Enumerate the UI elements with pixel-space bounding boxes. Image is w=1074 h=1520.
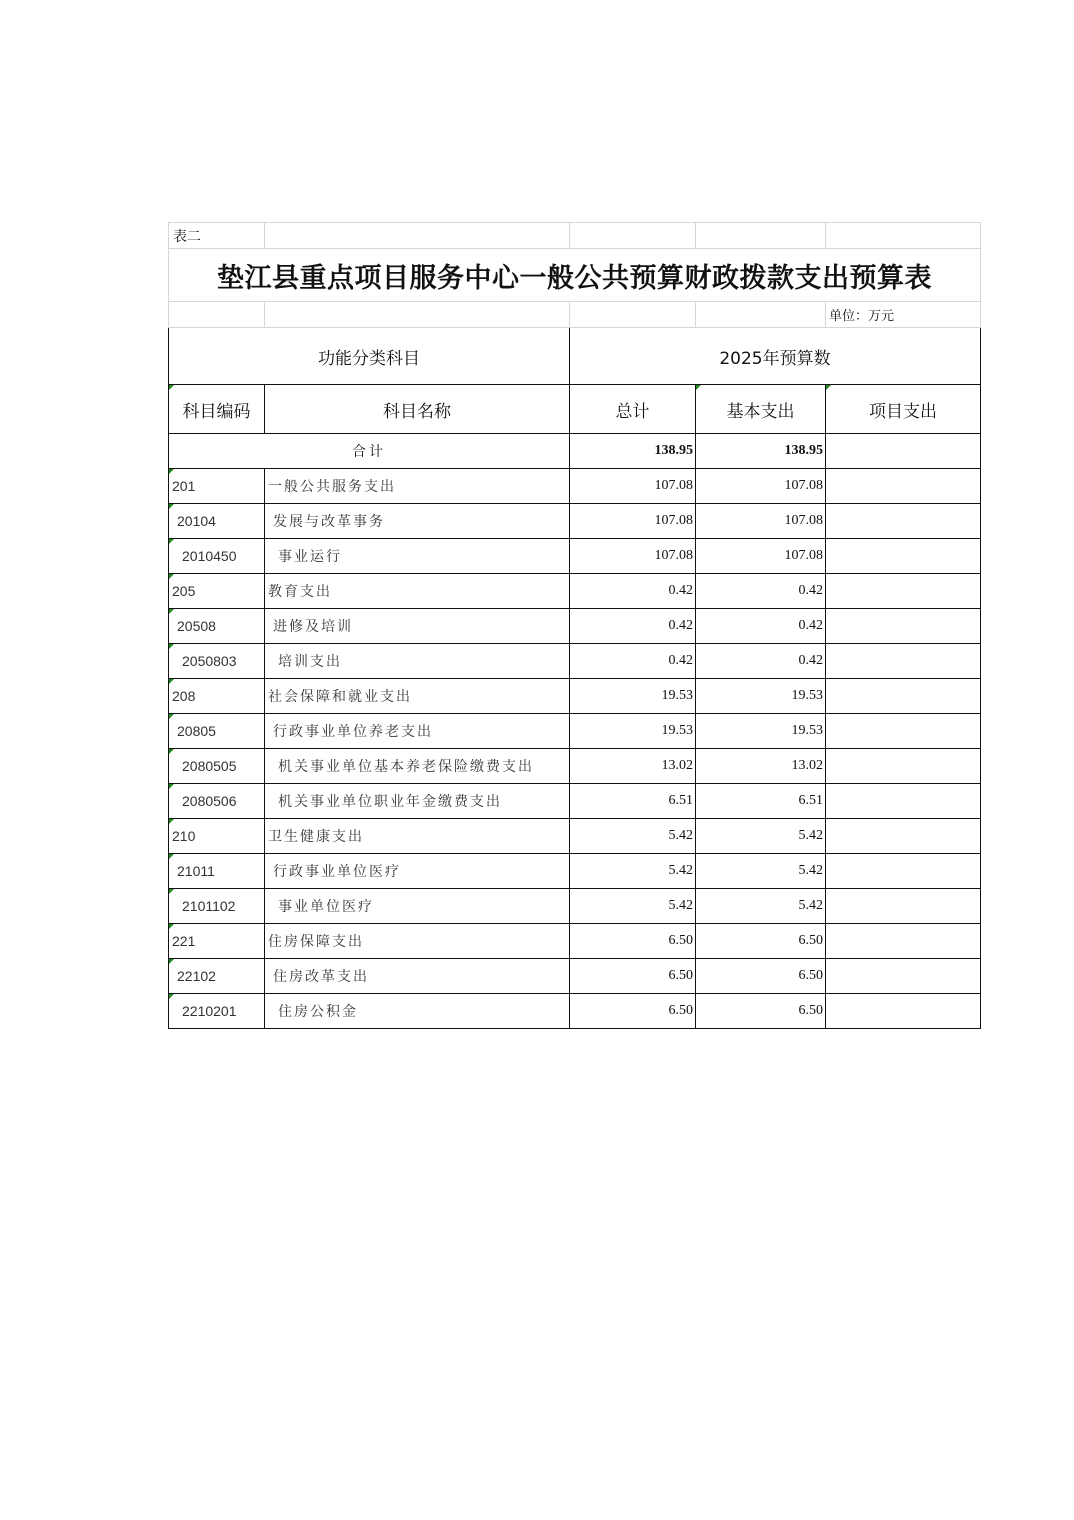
row-name: 机关事业单位职业年金缴费支出 bbox=[265, 784, 570, 819]
row-basic: 107.08 bbox=[696, 504, 826, 539]
table-row bbox=[169, 959, 981, 994]
page-title: 垫江县重点项目服务中心一般公共预算财政拨款支出预算表 bbox=[169, 249, 981, 302]
table-row bbox=[169, 469, 981, 504]
table-row bbox=[169, 819, 981, 854]
row-total: 107.08 bbox=[570, 469, 696, 504]
label-row bbox=[169, 223, 981, 249]
row-total: 5.42 bbox=[570, 889, 696, 924]
row-project bbox=[826, 924, 981, 959]
empty-cell bbox=[169, 302, 265, 328]
table-row bbox=[169, 749, 981, 784]
total-label: 合计 bbox=[169, 434, 570, 469]
row-name: 行政事业单位养老支出 bbox=[265, 714, 570, 749]
row-code: 201 bbox=[169, 469, 265, 504]
header-name: 科目名称 bbox=[265, 385, 570, 434]
row-name: 发展与改革事务 bbox=[265, 504, 570, 539]
row-total: 19.53 bbox=[570, 679, 696, 714]
table-row bbox=[169, 924, 981, 959]
header-row-1 bbox=[169, 328, 981, 385]
row-total: 6.51 bbox=[570, 784, 696, 819]
row-total: 6.50 bbox=[570, 959, 696, 994]
empty-cell bbox=[826, 223, 981, 249]
row-project bbox=[826, 994, 981, 1029]
header-basic: 基本支出 bbox=[696, 385, 826, 434]
row-name: 行政事业单位医疗 bbox=[265, 854, 570, 889]
row-project bbox=[826, 504, 981, 539]
row-total: 5.42 bbox=[570, 819, 696, 854]
row-total: 5.42 bbox=[570, 854, 696, 889]
row-name: 住房改革支出 bbox=[265, 959, 570, 994]
unit-label: 单位：万元 bbox=[826, 302, 981, 328]
row-total: 6.50 bbox=[570, 994, 696, 1029]
row-project bbox=[826, 714, 981, 749]
table-label: 表二 bbox=[169, 223, 265, 249]
empty-cell bbox=[696, 223, 826, 249]
row-code: 210 bbox=[169, 819, 265, 854]
header-total: 总计 bbox=[570, 385, 696, 434]
row-name: 事业运行 bbox=[265, 539, 570, 574]
row-code: 20104 bbox=[169, 504, 265, 539]
row-project bbox=[826, 749, 981, 784]
row-name: 进修及培训 bbox=[265, 609, 570, 644]
row-total: 13.02 bbox=[570, 749, 696, 784]
row-total: 107.08 bbox=[570, 539, 696, 574]
row-basic: 6.50 bbox=[696, 924, 826, 959]
total-row bbox=[169, 434, 981, 469]
empty-cell bbox=[265, 302, 570, 328]
title-row bbox=[169, 249, 981, 302]
row-basic: 0.42 bbox=[696, 609, 826, 644]
row-basic: 0.42 bbox=[696, 574, 826, 609]
row-basic: 5.42 bbox=[696, 854, 826, 889]
row-name: 教育支出 bbox=[265, 574, 570, 609]
total-project bbox=[826, 434, 981, 469]
row-code: 2010450 bbox=[169, 539, 265, 574]
row-code: 221 bbox=[169, 924, 265, 959]
table-row bbox=[169, 504, 981, 539]
row-project bbox=[826, 574, 981, 609]
row-code: 2080506 bbox=[169, 784, 265, 819]
row-basic: 19.53 bbox=[696, 714, 826, 749]
row-basic: 107.08 bbox=[696, 539, 826, 574]
empty-cell bbox=[570, 302, 696, 328]
row-project bbox=[826, 784, 981, 819]
row-code: 20508 bbox=[169, 609, 265, 644]
table-row bbox=[169, 994, 981, 1029]
header-func-class: 功能分类科目 bbox=[169, 328, 570, 385]
table-row bbox=[169, 889, 981, 924]
row-name: 机关事业单位基本养老保险缴费支出 bbox=[265, 749, 570, 784]
total-basic: 138.95 bbox=[696, 434, 826, 469]
row-code: 205 bbox=[169, 574, 265, 609]
header-row-2 bbox=[169, 385, 981, 434]
row-code: 22102 bbox=[169, 959, 265, 994]
row-name: 事业单位医疗 bbox=[265, 889, 570, 924]
budget-table bbox=[168, 222, 981, 1029]
row-project bbox=[826, 889, 981, 924]
table-row bbox=[169, 784, 981, 819]
row-project bbox=[826, 469, 981, 504]
row-project bbox=[826, 609, 981, 644]
row-name: 住房公积金 bbox=[265, 994, 570, 1029]
unit-row bbox=[169, 302, 981, 328]
row-code: 2050803 bbox=[169, 644, 265, 679]
row-basic: 5.42 bbox=[696, 889, 826, 924]
table-row bbox=[169, 574, 981, 609]
header-code: 科目编码 bbox=[169, 385, 265, 434]
row-basic: 0.42 bbox=[696, 644, 826, 679]
row-code: 20805 bbox=[169, 714, 265, 749]
row-name: 社会保障和就业支出 bbox=[265, 679, 570, 714]
row-code: 2080505 bbox=[169, 749, 265, 784]
total-sum: 138.95 bbox=[570, 434, 696, 469]
row-code: 21011 bbox=[169, 854, 265, 889]
row-project bbox=[826, 959, 981, 994]
row-total: 0.42 bbox=[570, 609, 696, 644]
table-row bbox=[169, 539, 981, 574]
row-project bbox=[826, 679, 981, 714]
row-name: 培训支出 bbox=[265, 644, 570, 679]
row-basic: 107.08 bbox=[696, 469, 826, 504]
row-code: 2101102 bbox=[169, 889, 265, 924]
row-project bbox=[826, 539, 981, 574]
row-project bbox=[826, 854, 981, 889]
row-total: 6.50 bbox=[570, 924, 696, 959]
header-budget-year: 2025年预算数 bbox=[570, 328, 981, 385]
table-row bbox=[169, 679, 981, 714]
table-row bbox=[169, 854, 981, 889]
row-total: 0.42 bbox=[570, 574, 696, 609]
row-code: 208 bbox=[169, 679, 265, 714]
empty-cell bbox=[696, 302, 826, 328]
row-name: 一般公共服务支出 bbox=[265, 469, 570, 504]
row-basic: 5.42 bbox=[696, 819, 826, 854]
row-total: 19.53 bbox=[570, 714, 696, 749]
row-code: 2210201 bbox=[169, 994, 265, 1029]
row-project bbox=[826, 819, 981, 854]
row-total: 0.42 bbox=[570, 644, 696, 679]
empty-cell bbox=[570, 223, 696, 249]
header-project: 项目支出 bbox=[826, 385, 981, 434]
row-name: 卫生健康支出 bbox=[265, 819, 570, 854]
row-basic: 6.50 bbox=[696, 994, 826, 1029]
row-project bbox=[826, 644, 981, 679]
table-row bbox=[169, 714, 981, 749]
row-name: 住房保障支出 bbox=[265, 924, 570, 959]
table-row bbox=[169, 609, 981, 644]
row-basic: 13.02 bbox=[696, 749, 826, 784]
empty-cell bbox=[265, 223, 570, 249]
row-basic: 19.53 bbox=[696, 679, 826, 714]
row-basic: 6.51 bbox=[696, 784, 826, 819]
table-row bbox=[169, 644, 981, 679]
row-total: 107.08 bbox=[570, 504, 696, 539]
row-basic: 6.50 bbox=[696, 959, 826, 994]
